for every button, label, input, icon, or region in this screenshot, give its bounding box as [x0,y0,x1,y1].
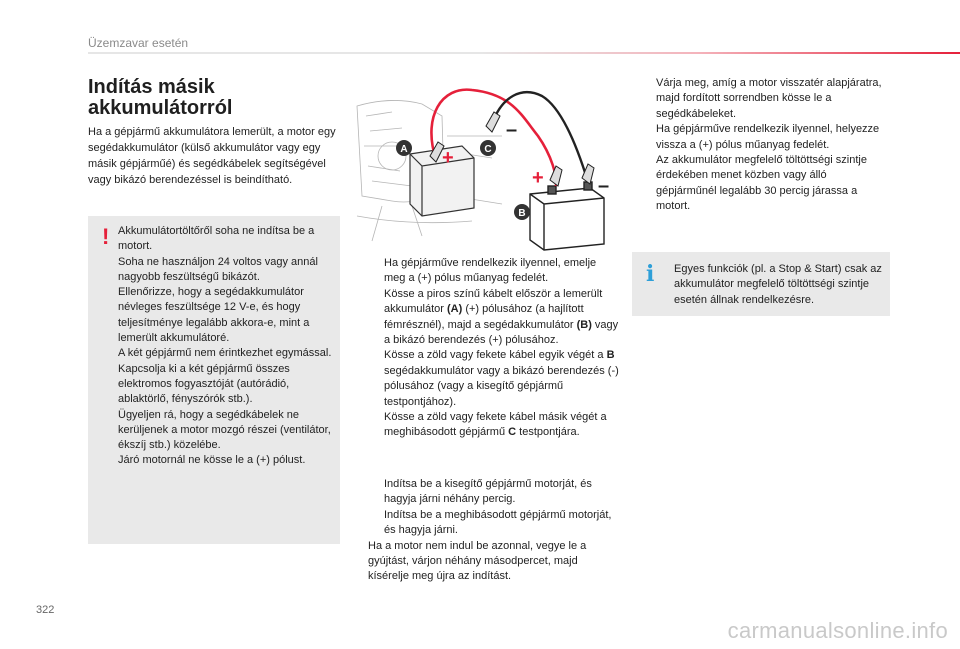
ref-b: B [606,349,615,362]
step-text-part: testpontjára. [516,426,580,439]
step-text-part: Kösse a piros színű kábelt először a lemerült akkumulátor [384,287,603,316]
plus-label: + [532,167,544,189]
warning-text [118,224,332,469]
step-text: Várja meg, amíg a motor visszatér alapjáratra, majd fordított sorrendben kösse le a segédkábeleket. [656,77,882,120]
minus-label: – [506,119,518,141]
site-watermark: carmanualsonline.info [727,618,948,643]
step-text: Ha gépjárműve rendelkezik ilyennel, helyezze vissza a (+) pólus műanyag fedelét. [656,123,880,151]
section-header: Üzemzavar esetén [88,36,189,50]
booster-battery [530,182,604,250]
step-item [368,477,620,508]
step-item [368,410,620,441]
warning-line: Soha ne használjon 24 voltos vagy annál nagyobb feszültségű bikázót. [118,255,318,283]
step-item [368,256,620,287]
header-divider [88,52,960,54]
warning-line: Akkumulátortöltőről soha ne indítsa be a motort. [118,225,315,253]
step-text: Indítsa be a kisegítő gépjármű motorját, és hagyja járni néhány percig. [384,478,592,506]
retry-note: Ha a motor nem indul be azonnal, vegye le a gyújtást, várjon néhány másodpercet, majd kísérelje meg újra az indítást. [368,539,587,583]
page-number: 322 [36,604,55,616]
step-item [368,508,620,539]
step-item [640,76,890,122]
step-text: Indítsa be a meghibásodott gépjármű motorját, és hagyja járni. [384,508,612,537]
step-text: Az akkumulátor megfelelő töltöttségi szintje érdekében menet közben vagy álló gépjárműnél legalább 30 percig járassa a motort. [656,154,867,213]
step-item [368,348,620,410]
page-title [88,77,338,119]
callout-c: C [484,144,492,155]
step-text [384,348,620,410]
ref-c: C [508,426,517,439]
info-icon: i [646,261,655,287]
title-line-1: Indítás másik [88,76,215,98]
callout-b: B [518,208,526,219]
step-text [384,287,620,349]
warning-box [88,216,340,544]
ref-b: (B) [576,318,592,331]
start-steps [368,477,620,585]
warning-line: A két gépjármű nem érintkezhet egymással. [118,347,332,360]
step-text-part: vagy a bikázó berendezés (+) pólusához. [384,318,619,347]
warning-line: Ügyeljen rá, hogy a segédkábelek ne kerüljenek a motor mozgó részei (ventilátor, ékszíj stb.) közelébe. [118,408,331,452]
warning-line: Járó motornál ne kösse le a (+) pólust. [118,454,306,467]
step-item [640,122,890,153]
warning-line: Kapcsolja ki a két gépjármű összes elektromos fogyasztóját (autórádió, ablaktörlő, fényszórók stb.). [118,362,290,406]
info-text: Egyes funkciók (pl. a Stop & Start) csak az akkumulátor megfelelő töltöttségi szintje esetén állnak rendelkezésre. [674,263,882,306]
step-text-part: (+) pólusához (a hajlított fémrésznél), majd a segédakkumulátor [384,303,584,331]
callout-a: A [400,144,408,155]
plus-label: + [442,147,454,169]
step-text-part: Kösse a zöld vagy fekete kábel másik végét a meghibásodott gépjármű [384,411,607,439]
step-text-part: Kösse a zöld vagy fekete kábel egyik végét a [384,349,607,362]
step-text [384,410,620,441]
step-item [368,287,620,349]
intro-paragraph: Ha a gépjármű akkumulátora lemerült, a motor egy segédakkumulátor (külső akkumulátor vagy egy másik gépjárműé) és segédkábelek segítségével vagy bikázó berendezéssel is beindítható. [88,126,336,186]
title-line-2: akkumulátorról [88,97,233,119]
minus-label: – [598,175,610,197]
ref-a: (A) [446,303,463,316]
step-text-part: segédakkumulátor vagy a bikázó berendezés (-) pólusához (vagy a kisegítő gépjármű testpontjához). [384,364,619,408]
step-item [640,153,890,215]
warning-icon: ! [102,224,110,249]
step-text: Ha gépjárműve rendelkezik ilyennel, emelje meg a (+) pólus műanyag fedelét. [384,257,597,285]
info-box [632,252,890,316]
connection-steps [368,256,620,441]
disconnect-steps [640,76,890,215]
jump-start-illustration [352,76,620,252]
warning-line: Ellenőrizze, hogy a segédakkumulátor névleges feszültsége 12 V-e, és hogy teljesítménye legalább akkora-e, mint a lemerült akkumulátoré. [118,286,310,345]
